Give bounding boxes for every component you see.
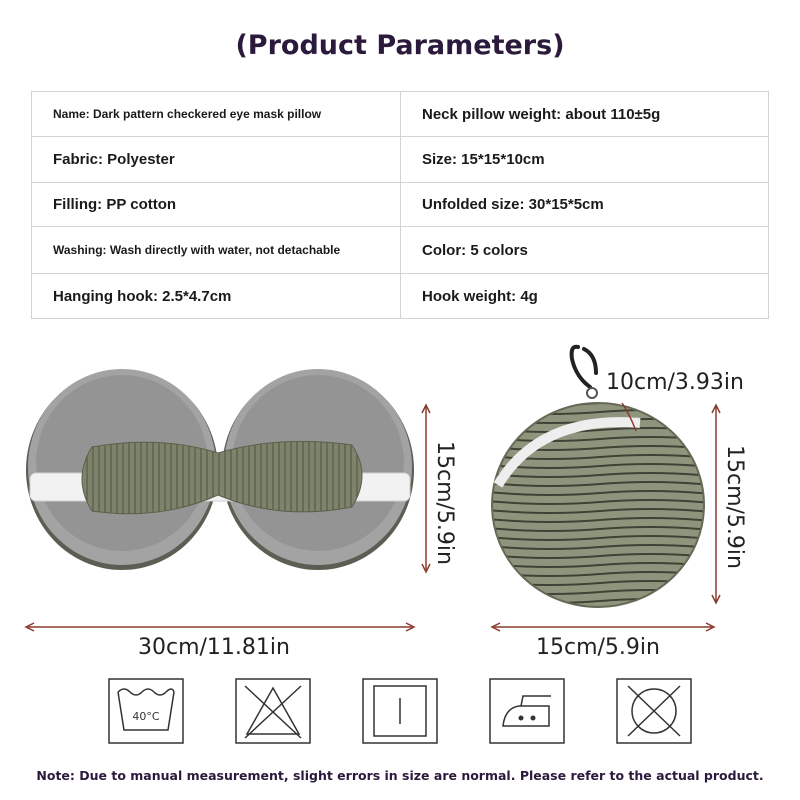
param-hook-weight: Hook weight: 4g [401, 274, 769, 319]
wash-40c-icon [108, 678, 184, 744]
param-neck-pillow-weight: Neck pillow weight: about 110±5g [401, 92, 769, 137]
iron-medium-icon [489, 678, 565, 744]
param-size: Size: 15*15*10cm [401, 137, 769, 183]
unfolded-pillow-image [26, 369, 414, 570]
table-row [32, 274, 769, 319]
unfolded-width-dimension [26, 623, 414, 631]
param-washing: Washing: Wash directly with water, not detachable [32, 227, 401, 274]
folded-height-dimension [712, 405, 720, 603]
parameters-table [31, 91, 769, 319]
unfolded-width-label: 30cm/11.81in [138, 635, 290, 660]
care-icons-row [0, 678, 800, 748]
folded-width-label: 15cm/5.9in [536, 635, 660, 660]
param-name: Name: Dark pattern checkered eye mask pillow [32, 92, 401, 137]
table-row [32, 137, 769, 183]
no-bleach-icon [235, 678, 311, 744]
table-row [32, 227, 769, 274]
page-title: (Product Parameters) [235, 30, 565, 61]
product-illustration [0, 335, 800, 665]
folded-width-dimension [492, 623, 714, 631]
unfolded-height-dimension [422, 405, 430, 572]
no-dry-clean-icon [616, 678, 692, 744]
disclaimer-note: Note: Due to manual measurement, slight errors in size are normal. Please refer to the actual product. [36, 768, 764, 783]
param-filling: Filling: PP cotton [32, 183, 401, 227]
param-fabric: Fabric: Polyester [32, 137, 401, 183]
table-row [32, 183, 769, 227]
tumble-dry-icon [362, 678, 438, 744]
folded-depth-label: 10cm/3.93in [606, 370, 744, 395]
table-row [32, 92, 769, 137]
unfolded-height-label: 15cm/5.9in [432, 441, 457, 565]
wash-temperature-label: 40°C [132, 710, 160, 723]
param-color: Color: 5 colors [401, 227, 769, 274]
folded-height-label: 15cm/5.9in [722, 445, 747, 569]
param-unfolded-size: Unfolded size: 30*15*5cm [401, 183, 769, 227]
param-hanging-hook: Hanging hook: 2.5*4.7cm [32, 274, 401, 319]
